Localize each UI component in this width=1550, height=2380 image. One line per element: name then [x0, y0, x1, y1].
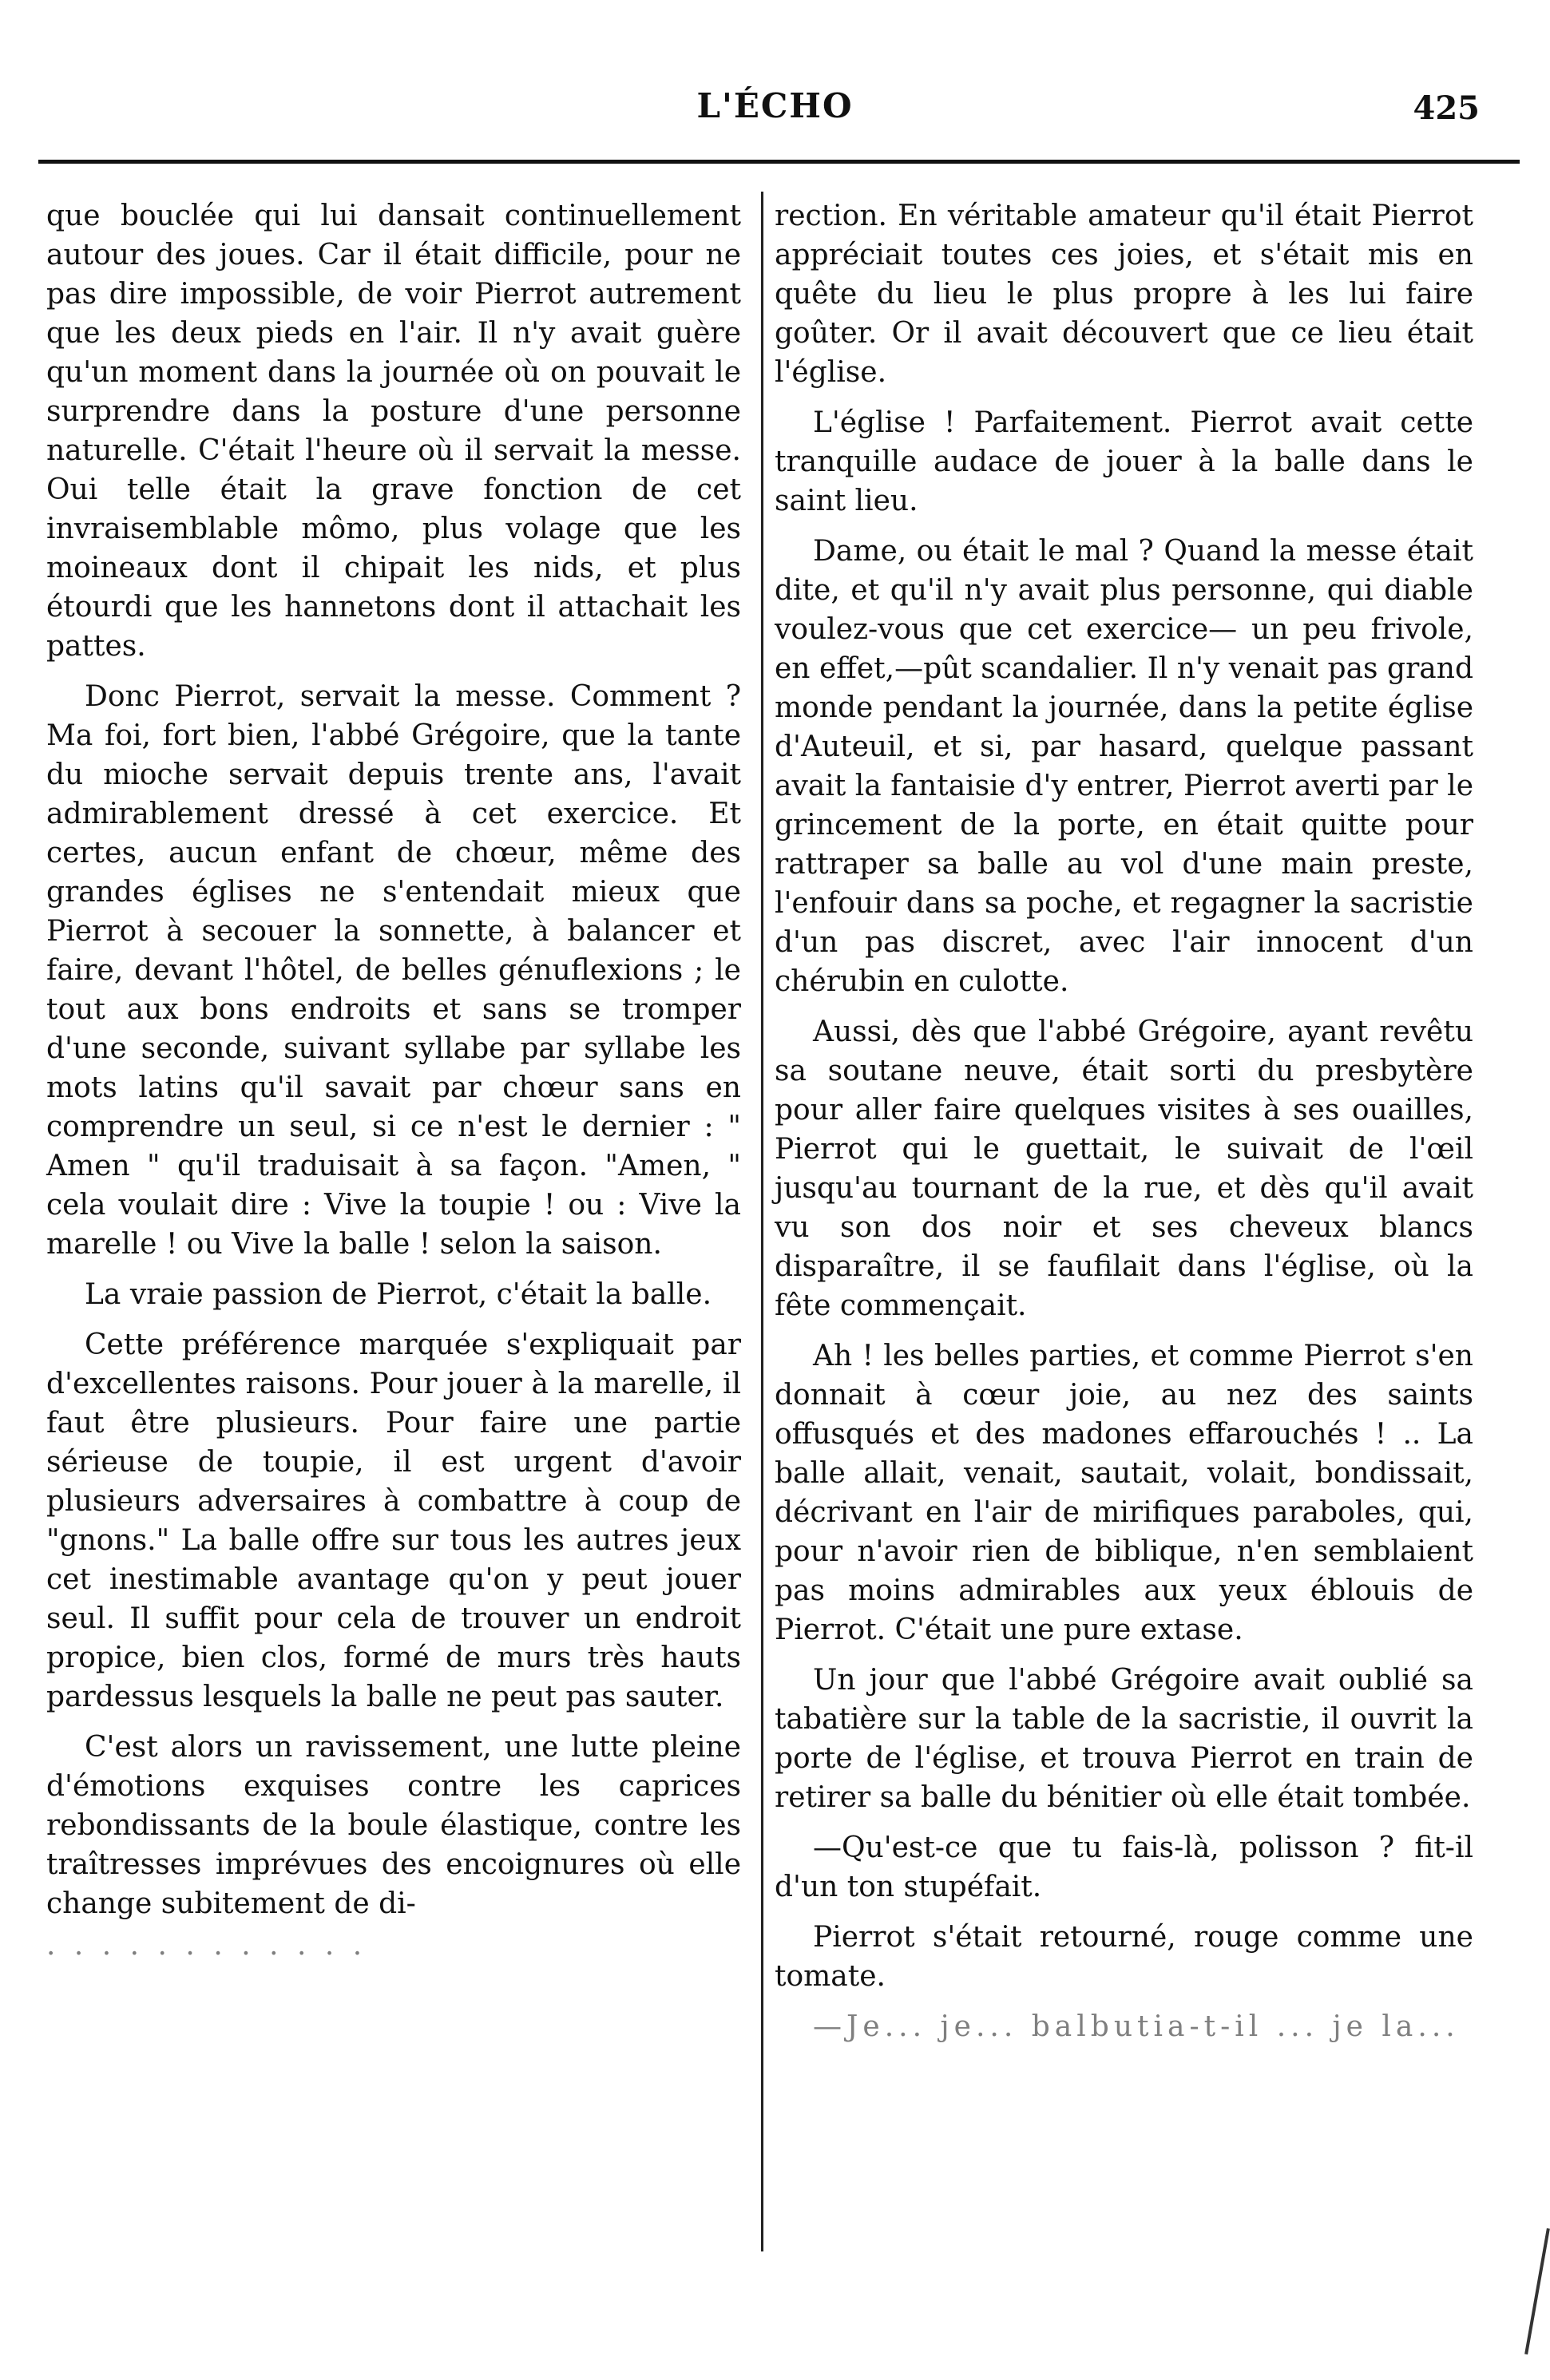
left-column — [46, 196, 741, 1985]
page-edge-mark — [1524, 2228, 1550, 2354]
paragraph: Donc Pierrot, servait la messe. Comment ? Ma foi, fort bien, l'abbé Grégoire, que la tante du mioche servait depuis trente ans, l'avait admirablement dressé à cet exercice. Et certes, aucun enfant de chœur, même des grandes églises ne s'entendait mieux que Pierrot à secouer la sonnette, à balancer et faire, devant l'hôtel, de belles génuflexions ; le tout aux bons endroits et sans se tromper d'une seconde, suivant syllabe par syllabe les mots latins qu'il savait par chœur sans en comprendre un seul, si ce n'est le dernier : " Amen " qu'il traduisait à sa façon. "Amen, " cela voulait dire : Vive la toupie ! ou : Vive la marelle ! ou Vive la balle ! selon la saison. — [46, 680, 741, 1261]
paragraph: Aussi, dès que l'abbé Grégoire, ayant revêtu sa soutane neuve, était sorti du presbytère pour aller faire quelques visites à ses ouailles, Pierrot qui le guettait, le suivait de l'œil jusqu'au tournant de la rue, et dès qu'il avait vu son dos noir et ses cheveux blancs disparaître, il se faufilait dans l'église, où la fête commençait. — [775, 1016, 1473, 1322]
paragraph: rection. En véritable amateur qu'il était Pierrot appréciait toutes ces joies, et s'était mis en quête du lieu le plus propre à les lui faire goûter. Or il avait découvert que ce lieu était l'église. — [775, 200, 1473, 389]
page-number: 425 — [1413, 89, 1480, 127]
paragraph: L'église ! Parfaitement. Pierrot avait cette tranquille audace de jouer à la balle dans le saint lieu. — [775, 406, 1473, 517]
header-rule — [38, 160, 1520, 164]
paragraph: Pierrot s'était retourné, rouge comme une tomate. — [775, 1921, 1473, 1993]
paragraph: —Je... je... balbutia-t-il ... je la... — [813, 2010, 1460, 2043]
paragraph: que bouclée qui lui dansait continuellement autour des joues. Car il était difficile, pour ne pas dire impossible, de voir Pierrot autrement que les deux pieds en l'air. Il n'y avait guère qu'un moment dans la journée où on pouvait le surprendre dans la posture d'une personne naturelle. C'était l'heure où il servait la messe. Oui telle était la grave fonction de cet invraisemblable mômo, plus volage que les moineaux dont il chipait les nids, et plus étourdi que les hannetons dont il attachait les pattes. — [46, 200, 741, 663]
paragraph: La vraie passion de Pierrot, c'était la balle. — [85, 1278, 712, 1311]
journal-title: L'ÉCHO — [696, 86, 854, 125]
paragraph: Cette préférence marquée s'expliquait par d'excellentes raisons. Pour jouer à la marelle, il faut être plusieurs. Pour faire une partie sérieuse de toupie, il est urgent d'avoir plusieurs adversaires à combattre à coup de "gnons." La balle offre sur tous les autres jeux cet inestimable avantage qu'on y peut jouer seul. Il suffit pour cela de trouver un endroit propice, bien clos, formé de murs très hauts pardessus lesquels la balle ne peut pas sauter. — [46, 1329, 741, 1713]
paragraph: C'est alors un ravissement, une lutte pleine d'émotions exquises contre les caprices rebondissants de la boule élastique, contre les traîtresses imprévues des encoignures où elle change subitement de di- — [46, 1731, 741, 1920]
right-column — [775, 196, 1473, 2057]
paragraph: Ah ! les belles parties, et comme Pierrot s'en donnait à cœur joie, au nez des saints offusqués et des madones effarouchés ! .. La balle allait, venait, sautait, volait, bondissait, décrivant en l'air de mirifiques paraboles, qui, pour n'avoir rien de biblique, n'en semblaient pas moins admirables aux yeux éblouis de Pierrot. C'était une pure extase. — [775, 1340, 1473, 1646]
paragraph: Dame, ou était le mal ? Quand la messe était dite, et qu'il n'y avait plus personne, qui diable voulez-vous que cet exercice— un peu frivole, en effet,—pût scandalier. Il n'y venait pas grand monde pendant la journée, dans la petite église d'Auteuil, et si, par hasard, quelque passant avait la fantaisie d'y entrer, Pierrot averti par le grincement de la porte, en était quitte pour rattraper sa balle au vol d'une main preste, l'enfouir dans sa poche, et regagner la sacristie d'un pas discret, avec l'air innocent d'un chérubin en culotte. — [775, 535, 1473, 998]
faded-text-line: · · · · · · · · · · · · — [46, 1938, 367, 1970]
running-header — [0, 86, 1550, 134]
column-divider — [761, 192, 763, 2251]
paragraph: Un jour que l'abbé Grégoire avait oublié sa tabatière sur la table de la sacristie, il ouvrit la porte de l'église, et trouva Pierrot en train de retirer sa balle du bénitier où elle était tombée. — [775, 1664, 1473, 1814]
paragraph: —Qu'est-ce que tu fais-là, polisson ? fit-il d'un ton stupéfait. — [775, 1832, 1473, 1903]
